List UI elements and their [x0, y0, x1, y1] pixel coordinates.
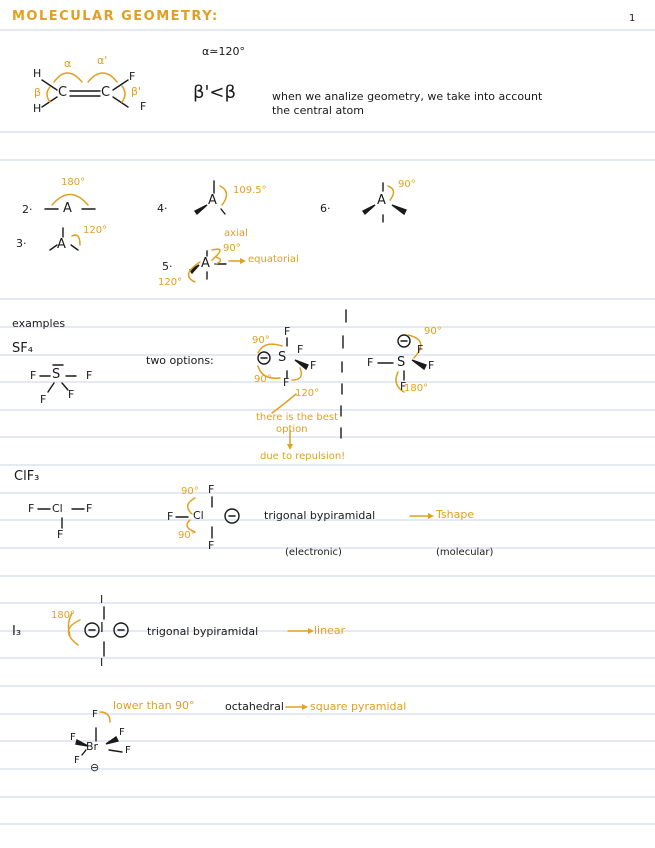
sf4-opt1-angle-120: 120°: [295, 388, 320, 399]
sf4-options-label: two options:: [146, 354, 214, 367]
geometry-5-number: 5·: [162, 260, 173, 273]
sf4-opt1-f-bottom: F: [283, 376, 290, 389]
brf5-f-upper-left: F: [70, 732, 76, 743]
sf4-f-bottom-left: F: [40, 393, 47, 406]
brf5-br: Br: [86, 740, 99, 753]
clf3-electronic-geometry: trigonal bypiramidal: [264, 509, 376, 522]
sf4-opt2-f-bottom: F: [400, 380, 407, 393]
clf3-f-right: F: [86, 502, 93, 515]
i3-i-top: I: [100, 593, 104, 606]
atom-c-left: C: [58, 85, 68, 100]
geometry-6-number: 6·: [320, 202, 331, 215]
brf5-molecular-geometry: square pyramidal: [310, 700, 407, 713]
angle-alpha-prime-label: α': [97, 54, 108, 67]
sf4-opt1-f-upper-right: F: [297, 343, 304, 356]
geometry-4-angle: 109.5°: [233, 185, 267, 196]
geometry-3-angle: 120°: [83, 225, 108, 236]
sf4-f-left: F: [30, 369, 37, 382]
brf5-angle-note: lower than 90°: [113, 699, 195, 712]
geometry-2-number: 2·: [22, 203, 33, 216]
sf4-opt2-angle-90: 90°: [424, 326, 442, 337]
brf5-f-upper-right: F: [119, 727, 125, 738]
geometry-5-equatorial: equatorial: [248, 254, 299, 265]
sf4-best-note-line-1: there is the best: [256, 412, 339, 423]
sf4-opt2-f-right: F: [428, 359, 435, 372]
geometry-2-angle: 180°: [61, 177, 86, 188]
sf4-formula: SF₄: [12, 341, 33, 356]
clf3b-f-top: F: [208, 483, 215, 496]
clf3-angle-90-bottom: 90°: [178, 530, 196, 541]
sf4-opt1-f-top: F: [284, 325, 291, 338]
i3-molecular-geometry: linear: [314, 624, 346, 637]
i3-i-center: I: [100, 621, 104, 636]
examples-heading: examples: [12, 317, 66, 330]
page-title: MOLECULAR GEOMETRY:: [12, 9, 219, 24]
sf4-reason: due to repulsion!: [260, 451, 346, 462]
geometry-5-atom: A: [201, 256, 210, 271]
sf4-opt1-angle-90-top: 90°: [252, 335, 270, 346]
clf3b-f-left: F: [167, 510, 174, 523]
alpha-approx: α≃120°: [202, 45, 245, 58]
clf3-f-left: F: [28, 502, 35, 515]
brf5-f-top: F: [92, 709, 98, 720]
atom-f-top: F: [129, 70, 136, 83]
sf4-opt2-s: S: [397, 355, 406, 370]
geometry-6-angle: 90°: [398, 179, 416, 190]
atom-h-bottom: H: [33, 102, 42, 115]
i3-formula: I₃: [12, 624, 22, 639]
page-number: 1: [629, 13, 636, 24]
clf3-molecular-geometry: Tshape: [436, 508, 475, 521]
atom-h-top: H: [33, 67, 42, 80]
geometry-4-atom: A: [208, 193, 217, 208]
angle-beta-prime-label: β': [131, 85, 142, 98]
geometry-3-number: 3·: [16, 237, 27, 250]
sf4-f-right: F: [86, 369, 93, 382]
clf3b-cl: Cl: [193, 509, 204, 522]
clf3-electronic-tag: (electronic): [285, 547, 342, 558]
angle-beta-label: β: [34, 86, 42, 99]
sf4-f-bottom-right: F: [68, 388, 75, 401]
brf5-f-bottom-left: F: [74, 755, 80, 766]
beta-relation: β'<β: [193, 82, 237, 103]
geometry-6-atom: A: [377, 193, 386, 208]
geometry-5-axial: axial: [224, 228, 248, 239]
note-line-2: the central atom: [272, 104, 364, 117]
i3-electronic-geometry: trigonal bypiramidal: [147, 625, 259, 638]
geometry-4-number: 4·: [157, 202, 168, 215]
sf4-opt2-f-left: F: [367, 356, 374, 369]
clf3-cl: Cl: [52, 502, 63, 515]
atom-c-right: C: [101, 85, 111, 100]
note-line-1: when we analize geometry, we take into account: [272, 90, 543, 103]
sf4-s-atom: S: [52, 367, 61, 382]
clf3-f-bottom: F: [57, 528, 64, 541]
clf3-angle-90-top: 90°: [181, 486, 199, 497]
angle-alpha-label: α: [64, 57, 72, 70]
geometry-2-atom: A: [63, 201, 72, 216]
clf3-formula: ClF₃: [14, 469, 40, 484]
atom-f-bottom: F: [140, 100, 147, 113]
sf4-opt2-f-upper-right: F: [417, 343, 424, 356]
geometry-3-atom: A: [57, 237, 66, 252]
sf4-opt1-angle-90-bottom: 90°: [254, 374, 272, 385]
sf4-opt1-s: S: [278, 350, 287, 365]
geometry-5-angle-90: 90°: [223, 243, 241, 254]
clf3-molecular-tag: (molecular): [436, 547, 494, 558]
brf5-lone-pair: ⊖: [90, 761, 100, 774]
sf4-opt2-angle-180: 180°: [404, 383, 429, 394]
i3-angle-180: 180°: [51, 610, 76, 621]
brf5-f-right: F: [125, 745, 131, 756]
sf4-opt1-f-right: F: [310, 359, 317, 372]
clf3b-f-bottom: F: [208, 539, 215, 552]
i3-i-bottom: I: [100, 656, 104, 669]
sf4-best-note-line-2: option: [276, 424, 308, 435]
geometry-5-angle-120: 120°: [158, 277, 183, 288]
brf5-electronic-geometry: octahedral: [225, 700, 284, 713]
